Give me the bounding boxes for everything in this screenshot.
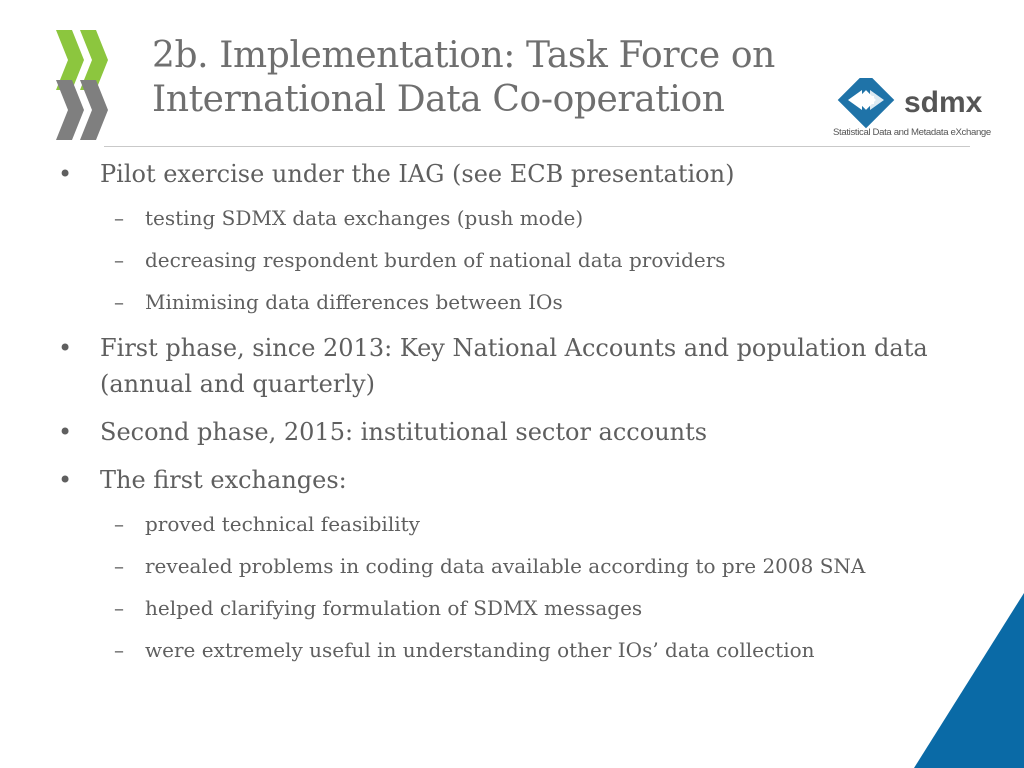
bullet-item: [58, 330, 938, 402]
bullet-item: [58, 156, 938, 192]
sub-bullet-item: [58, 635, 938, 666]
sub-bullet-item: [58, 245, 938, 276]
bullet-text: helped clarifying formulation of SDMX messages: [145, 596, 643, 620]
dash-mark: –: [114, 206, 124, 230]
bullet-list: [58, 156, 938, 666]
bullet-text: revealed problems in coding data available according to pre 2008 SNA: [145, 554, 866, 578]
sdmx-tagline: Statistical Data and Metadata eXchange: [833, 127, 991, 138]
sub-bullet-item: [58, 287, 938, 318]
dash-mark: –: [114, 596, 124, 620]
bullet-text: testing SDMX data exchanges (push mode): [145, 206, 584, 230]
bullet-text: Second phase, 2015: institutional sector accounts: [100, 418, 708, 446]
corner-triangle: [914, 593, 1024, 768]
bullet-text: decreasing respondent burden of national data providers: [145, 248, 726, 272]
bullet-item: [58, 414, 938, 450]
dash-mark: –: [114, 638, 124, 662]
slide-title: [152, 34, 852, 122]
bullet-mark: •: [58, 160, 73, 188]
bullet-text: The first exchanges:: [100, 466, 347, 494]
bullet-text: Minimising data differences between IOs: [145, 290, 563, 314]
dash-mark: –: [114, 248, 124, 272]
bullet-mark: •: [58, 418, 73, 446]
bullet-text: proved technical feasibility: [145, 512, 420, 536]
title-divider: [104, 146, 970, 147]
sub-bullet-item: [58, 203, 938, 234]
oecd-chevrons-icon: [50, 28, 112, 142]
dash-mark: –: [114, 554, 124, 578]
slide-title-line-2: International Data Co-operation: [152, 79, 725, 120]
bullet-mark: •: [58, 334, 73, 362]
bullet-text: were extremely useful in understanding other IOs’ data collection: [145, 638, 815, 662]
sub-bullet-item: [58, 509, 938, 540]
bullet-text: First phase, since 2013: Key National Accounts and population data (annual and quarterly): [100, 334, 928, 398]
bullet-text: Pilot exercise under the IAG (see ECB presentation): [100, 160, 735, 188]
sub-bullet-item: [58, 593, 938, 624]
dash-mark: –: [114, 290, 124, 314]
sdmx-wordmark: sdmx: [904, 86, 983, 119]
slide-title-line-1: 2b. Implementation: Task Force on: [152, 35, 775, 76]
dash-mark: –: [114, 512, 124, 536]
bullet-mark: •: [58, 466, 73, 494]
sub-bullet-item: [58, 551, 938, 582]
bullet-item: [58, 462, 938, 498]
